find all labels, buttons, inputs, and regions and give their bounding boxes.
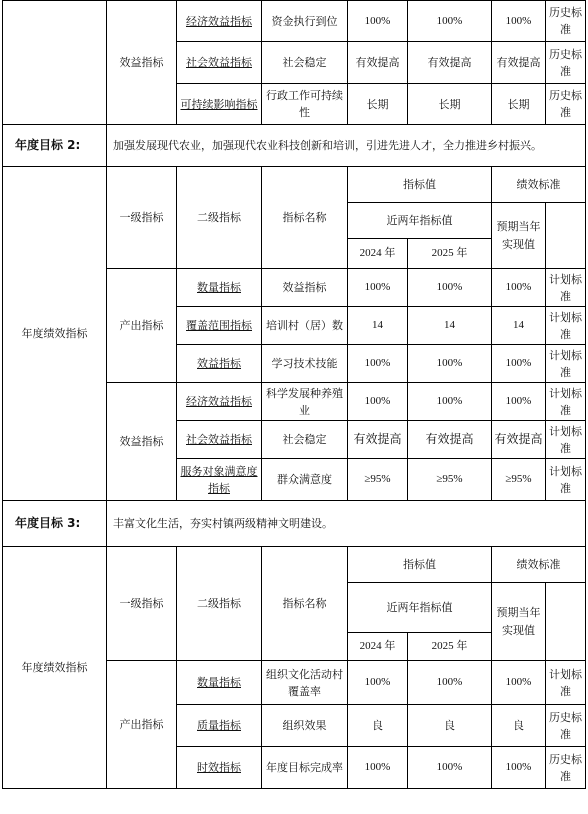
value-2024: 100%	[348, 1, 408, 42]
level2-cell: 时效指标	[177, 747, 262, 789]
standard-cell: 计划标准	[546, 459, 586, 501]
expected-value: 良	[492, 705, 546, 747]
standard-cell: 计划标准	[546, 383, 586, 421]
main-table	[2, 0, 586, 789]
header-standard: 绩效标准	[492, 167, 586, 203]
expected-value: 100%	[492, 345, 546, 383]
value-2024: ≥95%	[348, 459, 408, 501]
value-2025: ≥95%	[408, 459, 492, 501]
goal-text: 丰富文化生活，夯实村镇两级精神文明建设。	[107, 501, 586, 547]
standard-cell: 历史标准	[546, 705, 586, 747]
level2-cell: 效益指标	[177, 345, 262, 383]
header-2025: 2025 年	[408, 633, 492, 661]
value-2024: 100%	[348, 383, 408, 421]
expected-value: 长期	[492, 84, 546, 125]
header-value: 指标值	[348, 547, 492, 583]
expected-value: 100%	[492, 747, 546, 789]
level2-cell: 数量指标	[177, 269, 262, 307]
value-2024: 100%	[348, 269, 408, 307]
header-2024: 2024 年	[348, 633, 408, 661]
header-level2: 二级指标	[177, 547, 262, 661]
expected-value: 100%	[492, 269, 546, 307]
level1-output: 产出指标	[107, 661, 177, 789]
value-2025: 100%	[408, 747, 492, 789]
expected-value: ≥95%	[492, 459, 546, 501]
indicator-name: 组织效果	[262, 705, 348, 747]
header-name: 指标名称	[262, 167, 348, 269]
value-2025: 14	[408, 307, 492, 345]
value-2025: 100%	[408, 661, 492, 705]
value-2024: 良	[348, 705, 408, 747]
indicator-name: 社会稳定	[262, 42, 348, 84]
blank-cell	[3, 1, 107, 125]
expected-value: 14	[492, 307, 546, 345]
header-recent: 近两年指标值	[348, 203, 492, 239]
level2-cell: 可持续影响指标	[177, 84, 262, 125]
standard-cell: 计划标准	[546, 307, 586, 345]
standard-cell: 计划标准	[546, 421, 586, 459]
value-2025: 有效提高	[408, 42, 492, 84]
level2-cell: 服务对象满意度指标	[177, 459, 262, 501]
expected-value: 100%	[492, 383, 546, 421]
header-level1: 一级指标	[107, 167, 177, 269]
level2-cell: 质量指标	[177, 705, 262, 747]
value-2025: 良	[408, 705, 492, 747]
header-2025: 2025 年	[408, 239, 492, 269]
value-2025: 100%	[408, 269, 492, 307]
standard-cell: 历史标准	[546, 1, 586, 42]
header-name: 指标名称	[262, 547, 348, 661]
header-2024: 2024 年	[348, 239, 408, 269]
indicator-name: 组织文化活动村覆盖率	[262, 661, 348, 705]
value-2024: 100%	[348, 661, 408, 705]
header-expected: 预期当年实现值	[492, 203, 546, 269]
header-level2: 二级指标	[177, 167, 262, 269]
standard-cell: 历史标准	[546, 747, 586, 789]
indicator-name: 行政工作可持续性	[262, 84, 348, 125]
expected-value: 有效提高	[492, 421, 546, 459]
level2-cell: 覆盖范围指标	[177, 307, 262, 345]
header-level1: 一级指标	[107, 547, 177, 661]
value-2024: 长期	[348, 84, 408, 125]
header-standard: 绩效标准	[492, 547, 586, 583]
perf-label: 年度绩效指标	[3, 547, 107, 789]
expected-value: 有效提高	[492, 42, 546, 84]
level1-benefit: 效益指标	[107, 1, 177, 125]
value-2025: 有效提高	[408, 421, 492, 459]
header-recent: 近两年指标值	[348, 583, 492, 633]
standard-cell: 历史标准	[546, 42, 586, 84]
indicator-name: 科学发展种养殖业	[262, 383, 348, 421]
value-2024: 有效提高	[348, 42, 408, 84]
expected-value: 100%	[492, 1, 546, 42]
header-expected: 预期当年实现值	[492, 583, 546, 661]
indicator-name: 年度目标完成率	[262, 747, 348, 789]
value-2024: 14	[348, 307, 408, 345]
level2-cell: 社会效益指标	[177, 421, 262, 459]
goal-text: 加强发展现代农业，加强现代农业科技创新和培训，引进先进人才，全力推进乡村振兴。	[107, 125, 586, 167]
indicator-name: 群众满意度	[262, 459, 348, 501]
level2-cell: 数量指标	[177, 661, 262, 705]
level2-cell: 经济效益指标	[177, 383, 262, 421]
indicator-name: 社会稳定	[262, 421, 348, 459]
perf-label: 年度绩效指标	[3, 167, 107, 501]
value-2025: 长期	[408, 84, 492, 125]
indicator-name: 资金执行到位	[262, 1, 348, 42]
value-2025: 100%	[408, 1, 492, 42]
expected-value: 100%	[492, 661, 546, 705]
indicator-name: 培训村（居）数	[262, 307, 348, 345]
level2-cell: 社会效益指标	[177, 42, 262, 84]
blank-cell	[546, 203, 586, 269]
standard-cell: 计划标准	[546, 661, 586, 705]
standard-cell: 计划标准	[546, 269, 586, 307]
blank-cell	[546, 583, 586, 661]
value-2024: 100%	[348, 747, 408, 789]
indicator-name: 学习技术技能	[262, 345, 348, 383]
standard-cell: 历史标准	[546, 84, 586, 125]
level1-output: 产出指标	[107, 269, 177, 383]
standard-cell: 计划标准	[546, 345, 586, 383]
value-2025: 100%	[408, 345, 492, 383]
header-value: 指标值	[348, 167, 492, 203]
value-2024: 有效提高	[348, 421, 408, 459]
value-2024: 100%	[348, 345, 408, 383]
goal-label: 年度目标 3:	[3, 501, 107, 547]
value-2025: 100%	[408, 383, 492, 421]
level2-cell: 经济效益指标	[177, 1, 262, 42]
goal-label: 年度目标 2:	[3, 125, 107, 167]
indicator-name: 效益指标	[262, 269, 348, 307]
level1-benefit: 效益指标	[107, 383, 177, 501]
